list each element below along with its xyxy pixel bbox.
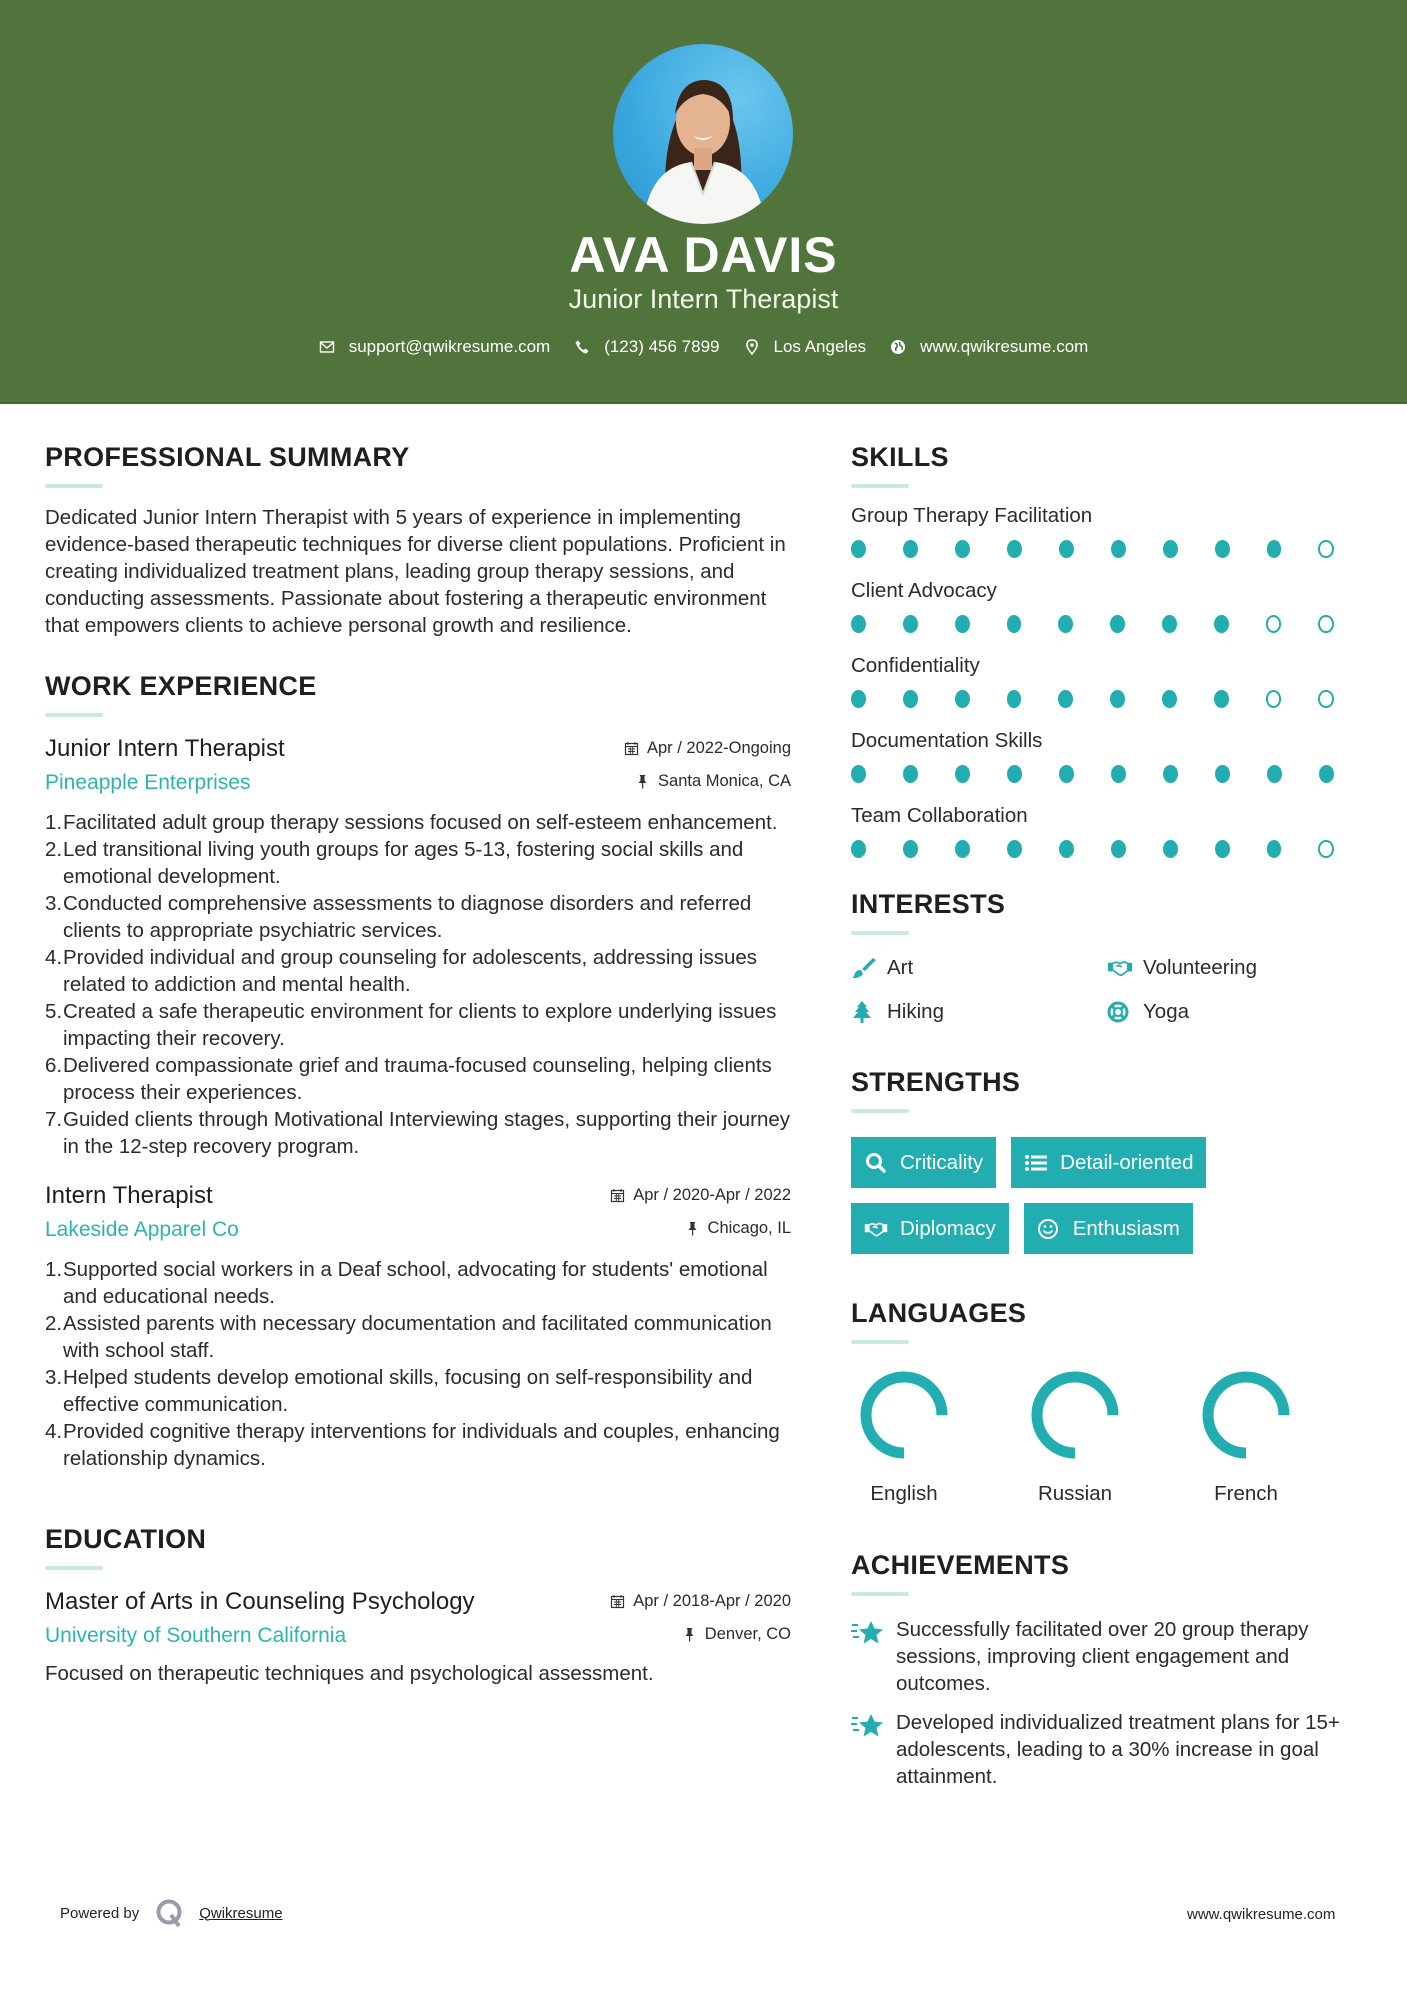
achievement-item: Developed individualized treatment plans for 15+ adolescents, leading to a 30% increase in goal attainment. bbox=[851, 1709, 1371, 1790]
language-name: Russian bbox=[1037, 1482, 1113, 1505]
rating-dot-filled bbox=[1110, 690, 1125, 708]
rating-dot-filled bbox=[1059, 840, 1074, 858]
degree: Master of Arts in Counseling Psychology bbox=[45, 1588, 475, 1615]
skill-item bbox=[851, 727, 1371, 784]
rating-dot-filled bbox=[851, 840, 866, 858]
interest-item-hiking: Hiking bbox=[851, 997, 1107, 1027]
skill-name: Documentation Skills bbox=[851, 729, 1043, 752]
section-title: INTERESTS bbox=[851, 889, 1006, 919]
job-role: Junior Intern Therapist bbox=[45, 735, 285, 762]
job-entry bbox=[45, 1182, 791, 1472]
rating-dot-filled bbox=[1111, 840, 1126, 858]
rating-dot-filled bbox=[903, 615, 918, 633]
rating-dot-empty bbox=[1318, 540, 1334, 558]
candidate-name: AVA DAVIS bbox=[569, 227, 838, 283]
contact-phone[interactable] bbox=[574, 337, 719, 357]
map-marker-icon bbox=[744, 339, 760, 355]
rating-dot-filled bbox=[1007, 615, 1022, 633]
rating-dot-filled bbox=[955, 765, 970, 783]
job-entry bbox=[45, 735, 791, 1160]
skill-name: Client Advocacy bbox=[851, 579, 997, 602]
rating-dot-filled bbox=[1007, 840, 1022, 858]
rating-dot-filled bbox=[851, 615, 866, 633]
job-bullets bbox=[45, 809, 791, 1160]
rating-dot-empty bbox=[1318, 615, 1334, 633]
skill-name: Team Collaboration bbox=[851, 804, 1028, 827]
rating-dot-empty bbox=[1318, 840, 1334, 858]
contact-email[interactable] bbox=[319, 337, 551, 357]
profile-photo bbox=[613, 44, 793, 224]
contact-website[interactable] bbox=[890, 337, 1088, 357]
section-underline bbox=[45, 713, 103, 717]
languages-section bbox=[851, 1296, 1371, 1506]
job-location bbox=[685, 1219, 791, 1238]
rating-dot-filled bbox=[1007, 765, 1022, 783]
candidate-title: Junior Intern Therapist bbox=[568, 284, 839, 314]
strength-tag-detail-oriented: Detail-oriented bbox=[1011, 1137, 1206, 1188]
rating-dot-filled bbox=[1162, 615, 1177, 633]
skill-rating bbox=[851, 689, 1371, 709]
section-underline bbox=[45, 1566, 103, 1570]
section-title: SKILLS bbox=[851, 442, 949, 472]
rating-dot-filled bbox=[1319, 765, 1334, 783]
rating-dot-filled bbox=[955, 540, 970, 558]
rating-dot-filled bbox=[1215, 540, 1230, 558]
skills-section bbox=[851, 440, 1371, 859]
section-title: LANGUAGES bbox=[851, 1298, 1027, 1328]
bullet-item: 1. Facilitated adult group therapy sessions focused on self-esteem enhancement. bbox=[45, 811, 778, 834]
strength-tag-enthusiasm: Enthusiasm bbox=[1024, 1203, 1193, 1254]
globe-icon bbox=[890, 339, 906, 355]
bullet-item: 5. Created a safe therapeutic environment for clients to explore underlying issues impacting their recovery. bbox=[45, 1000, 777, 1050]
rating-dot-filled bbox=[903, 840, 918, 858]
right-column bbox=[851, 440, 1371, 1802]
achievement-list bbox=[851, 1616, 1371, 1790]
bullet-item: 4. Provided individual and group counseling for adolescents, addressing issues related to addiction and mental health. bbox=[45, 946, 758, 996]
rating-dot-empty bbox=[1266, 690, 1282, 708]
skill-item bbox=[851, 577, 1371, 634]
section-title: ACHIEVEMENTS bbox=[851, 1550, 1070, 1580]
paintbrush-icon bbox=[851, 956, 879, 980]
job-date bbox=[610, 1186, 791, 1205]
language-item bbox=[851, 1370, 1022, 1506]
language-progress-ring bbox=[1030, 1370, 1120, 1460]
contact-email-text: support@qwikresume.com bbox=[348, 337, 551, 356]
skill-rating bbox=[851, 764, 1371, 784]
section-title: PROFESSIONAL SUMMARY bbox=[45, 442, 410, 472]
summary-section bbox=[45, 440, 791, 639]
calendar-icon bbox=[610, 1594, 625, 1609]
pushpin-icon bbox=[682, 1627, 697, 1642]
handshake-icon bbox=[864, 1218, 888, 1240]
skill-name: Confidentiality bbox=[851, 654, 980, 677]
bullet-item: 4. Provided cognitive therapy interventions for individuals and couples, enhancing relationship dynamics. bbox=[45, 1420, 780, 1470]
tree-icon bbox=[851, 1000, 879, 1024]
rating-dot-filled bbox=[1163, 765, 1178, 783]
rating-dot-filled bbox=[955, 840, 970, 858]
rating-dot-filled bbox=[903, 765, 918, 783]
rating-dot-filled bbox=[1267, 540, 1282, 558]
bullet-item: 6. Delivered compassionate grief and trauma-focused counseling, helping clients process their experiences. bbox=[45, 1054, 772, 1104]
qwikresume-logo-icon bbox=[155, 1898, 185, 1928]
rating-dot-empty bbox=[1318, 690, 1334, 708]
job-location bbox=[635, 772, 791, 791]
education-location-text: Denver, CO bbox=[704, 1625, 791, 1643]
powered-by-label: Powered by bbox=[60, 1904, 140, 1922]
achievement-item: Successfully facilitated over 20 group therapy sessions, improving client engagement and outcomes. bbox=[851, 1616, 1371, 1697]
education-location bbox=[682, 1625, 791, 1644]
strength-tag-criticality: Criticality bbox=[851, 1137, 996, 1188]
job-date-text: Apr / 2020-Apr / 2022 bbox=[633, 1186, 791, 1204]
rating-dot-filled bbox=[903, 690, 918, 708]
summary-text: Dedicated Junior Intern Therapist with 5 years of experience in implementing evidence-based therapeutic techniques for diverse client populations. Proficient in creating individualized treatment plans, leading group therapy sessions, and conducting assessments. Passionate about fostering a therapeutic environment that empowers clients to achieve personal growth and resilience. bbox=[45, 506, 786, 637]
job-bullets bbox=[45, 1256, 791, 1472]
interests-grid bbox=[851, 953, 1371, 1027]
bullet-item: 3. Helped students develop emotional skills, focusing on self-responsibility and effective communication. bbox=[45, 1366, 753, 1416]
job-date-text: Apr / 2022-Ongoing bbox=[646, 739, 791, 757]
skill-rating bbox=[851, 839, 1371, 859]
strength-tags bbox=[851, 1137, 1371, 1269]
bullet-item: 2. Led transitional living youth groups for ages 5-13, fostering social skills and emotional development. bbox=[45, 838, 744, 888]
phone-icon bbox=[574, 339, 590, 355]
rating-dot-filled bbox=[1111, 540, 1126, 558]
education-section bbox=[45, 1522, 791, 1687]
language-progress-ring bbox=[859, 1370, 949, 1460]
smile-icon bbox=[1037, 1218, 1061, 1240]
search-icon bbox=[864, 1152, 888, 1174]
skill-item bbox=[851, 502, 1371, 559]
education-entry bbox=[45, 1588, 791, 1687]
language-name: French bbox=[1214, 1482, 1278, 1505]
skills-list bbox=[851, 502, 1371, 859]
rating-dot-filled bbox=[1163, 840, 1178, 858]
left-column bbox=[45, 440, 791, 1687]
section-underline bbox=[851, 1592, 909, 1596]
language-list bbox=[851, 1370, 1371, 1506]
footer-powered-by bbox=[60, 1898, 283, 1928]
pushpin-icon bbox=[635, 774, 650, 789]
language-name: English bbox=[870, 1482, 938, 1505]
rating-dot-filled bbox=[1007, 540, 1022, 558]
life-ring-icon bbox=[1107, 1000, 1135, 1024]
strength-tag-diplomacy: Diplomacy bbox=[851, 1203, 1009, 1254]
education-date-text: Apr / 2018-Apr / 2020 bbox=[633, 1592, 791, 1610]
rating-dot-filled bbox=[955, 615, 970, 633]
rating-dot-filled bbox=[1163, 540, 1178, 558]
bullet-item: 1. Supported social workers in a Deaf school, advocating for students' emotional and educational needs. bbox=[45, 1258, 768, 1308]
contact-phone-text: (123) 456 7899 bbox=[604, 337, 720, 356]
skill-name: Group Therapy Facilitation bbox=[851, 504, 1093, 527]
experience-section bbox=[45, 669, 791, 1472]
job-company: Lakeside Apparel Co bbox=[45, 1218, 239, 1241]
envelope-icon bbox=[319, 339, 335, 355]
rating-dot-filled bbox=[1059, 765, 1074, 783]
rating-dot-filled bbox=[1162, 690, 1177, 708]
education-date bbox=[610, 1592, 791, 1611]
handshake-icon bbox=[1107, 956, 1135, 980]
footer-website-link[interactable]: www.qwikresume.com bbox=[1187, 1906, 1336, 1923]
rating-dot-filled bbox=[851, 540, 866, 558]
education-description: Focused on therapeutic techniques and psychological assessment. bbox=[45, 1662, 654, 1685]
rating-dot-filled bbox=[903, 540, 918, 558]
language-item bbox=[1193, 1370, 1364, 1506]
achievements-section bbox=[851, 1548, 1371, 1790]
section-underline bbox=[851, 484, 909, 488]
rating-dot-filled bbox=[1058, 690, 1073, 708]
rating-dot-filled bbox=[1214, 690, 1229, 708]
section-underline bbox=[851, 1109, 909, 1113]
contact-location-text: Los Angeles bbox=[773, 337, 867, 356]
skill-rating bbox=[851, 539, 1371, 559]
list-icon bbox=[1024, 1152, 1048, 1174]
section-underline bbox=[45, 484, 103, 488]
language-progress-ring bbox=[1201, 1370, 1291, 1460]
job-date bbox=[624, 739, 791, 758]
job-location-text: Santa Monica, CA bbox=[658, 772, 791, 790]
section-title: EDUCATION bbox=[45, 1524, 207, 1554]
rating-dot-filled bbox=[1059, 540, 1074, 558]
job-location-text: Chicago, IL bbox=[707, 1219, 791, 1237]
contact-bar bbox=[0, 337, 1407, 357]
section-title: WORK EXPERIENCE bbox=[45, 671, 317, 701]
rating-dot-filled bbox=[1267, 765, 1282, 783]
profile-photo-illustration bbox=[613, 44, 793, 224]
calendar-icon bbox=[624, 741, 639, 756]
pushpin-icon bbox=[685, 1221, 700, 1236]
language-item bbox=[1022, 1370, 1193, 1506]
section-title: STRENGTHS bbox=[851, 1067, 1021, 1097]
bullet-item: 2. Assisted parents with necessary documentation and facilitated communication with school staff. bbox=[45, 1312, 772, 1362]
interest-item-art: Art bbox=[851, 953, 1107, 983]
bullet-item: 7. Guided clients through Motivational Interviewing stages, supporting their journey in the 12-step recovery program. bbox=[45, 1108, 791, 1158]
rating-dot-filled bbox=[851, 765, 866, 783]
skill-item bbox=[851, 802, 1371, 859]
contact-website-text: www.qwikresume.com bbox=[920, 337, 1089, 356]
interest-item-yoga: Yoga bbox=[1107, 997, 1363, 1027]
resume-header bbox=[0, 0, 1407, 404]
job-company: Pineapple Enterprises bbox=[45, 771, 251, 794]
rating-dot-filled bbox=[1215, 840, 1230, 858]
rating-dot-filled bbox=[1110, 615, 1125, 633]
interest-item-volunteering: Volunteering bbox=[1107, 953, 1363, 983]
rating-dot-filled bbox=[1214, 615, 1229, 633]
section-underline bbox=[851, 1340, 909, 1344]
school-name: University of Southern California bbox=[45, 1624, 347, 1647]
rating-dot-filled bbox=[1215, 765, 1230, 783]
rating-dot-filled bbox=[851, 690, 866, 708]
rating-dot-filled bbox=[1007, 690, 1022, 708]
strengths-section bbox=[851, 1065, 1371, 1269]
section-underline bbox=[851, 931, 909, 935]
rating-dot-filled bbox=[955, 690, 970, 708]
job-role: Intern Therapist bbox=[45, 1182, 213, 1209]
bullet-item: 3. Conducted comprehensive assessments to diagnose disorders and referred clients to appropriate psychiatric services. bbox=[45, 892, 752, 942]
interests-section bbox=[851, 887, 1371, 1027]
star-icon bbox=[851, 1709, 887, 1790]
star-icon bbox=[851, 1616, 887, 1697]
rating-dot-filled bbox=[1058, 615, 1073, 633]
calendar-icon bbox=[610, 1188, 625, 1203]
rating-dot-filled bbox=[1267, 840, 1282, 858]
skill-rating bbox=[851, 614, 1371, 634]
skill-item bbox=[851, 652, 1371, 709]
qwikresume-link[interactable]: Qwikresume bbox=[199, 1904, 283, 1922]
rating-dot-empty bbox=[1266, 615, 1282, 633]
contact-location bbox=[744, 337, 867, 357]
rating-dot-filled bbox=[1111, 765, 1126, 783]
